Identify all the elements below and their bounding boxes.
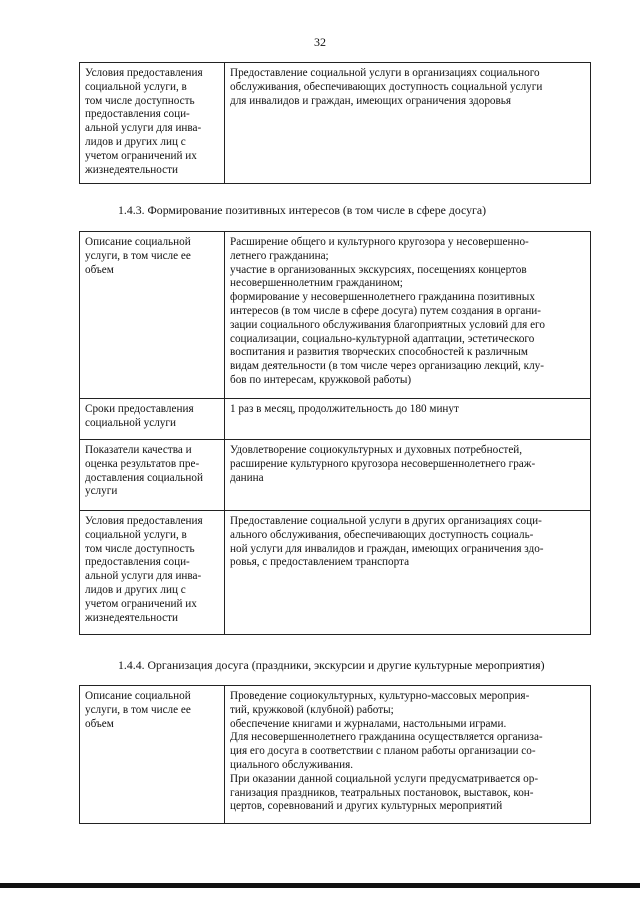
label-line: предоставления соци- [85, 556, 190, 569]
value-line: несовершеннолетним гражданином; [230, 277, 403, 290]
row-value-cell [225, 232, 591, 399]
table-service-conditions [79, 62, 591, 184]
row-label-cell [80, 511, 225, 635]
label-line: оценка результатов пре- [85, 457, 200, 470]
label-line: том числе доступность [85, 542, 195, 555]
value-line: Для несовершеннолетнего гражданина осуществляется организа- [230, 731, 543, 744]
row-label-cell [80, 440, 225, 511]
value-line: обеспечение книгами и журналами, настольными играми. [230, 717, 507, 730]
row-label-cell [80, 232, 225, 399]
table-row [80, 440, 591, 511]
value-line: ция его досуга в соответствии с планом работы организации со- [230, 745, 536, 758]
label-line: социальной услуги, в [85, 80, 187, 93]
table-row [80, 511, 591, 635]
value-line: ганизация праздников, театральных постановок, выставок, кон- [230, 786, 534, 799]
value-line: данина [230, 471, 264, 484]
value-line: Расширение общего и культурного кругозора у несовершенно- [230, 236, 529, 248]
label-line: учетом ограничений их [85, 149, 197, 162]
value-line: зации социального обслуживания благоприятных условий для его [230, 318, 545, 331]
value-line: обслуживания, обеспечивающих доступность социальной услуги [230, 80, 543, 93]
table-row [80, 686, 591, 824]
row-value-cell [225, 511, 591, 635]
value-line: цертов, соревнований и других культурных мероприятий [230, 800, 503, 813]
section-heading-1-4-4: 1.4.4. Организация досуга (праздники, экскурсии и другие культурные мероприятия) [118, 658, 545, 672]
value-line: расширение культурного кругозора несовершеннолетнего граж- [230, 457, 536, 470]
label-line: услуги, в том числе ее [85, 249, 191, 262]
label-line: объем [85, 717, 114, 730]
table-leisure-organization [79, 685, 591, 824]
label-line: услуги, в том числе ее [85, 703, 191, 716]
label-line: Показатели качества и [85, 444, 192, 456]
value-line: для инвалидов и граждан, имеющих ограничения здоровья [230, 94, 512, 107]
table-row [80, 232, 591, 399]
label-line: Условия предоставления [85, 67, 203, 79]
label-line: учетом ограничений их [85, 597, 197, 610]
label-line: объем [85, 263, 114, 276]
row-value-cell [225, 63, 591, 184]
value-line: воспитания и развития творческих способностей к различным [230, 346, 528, 359]
value-line: видам деятельности (в том числе через организацию лекций, клу- [230, 360, 544, 373]
label-line: социальной услуги [85, 416, 176, 429]
value-line: социализации, социально-культурной адаптации, эстетического [230, 332, 535, 345]
label-line: альной услуги для инва- [85, 570, 202, 583]
label-line: жизнедеятельности [85, 611, 178, 624]
label-line: предоставления соци- [85, 108, 190, 121]
table-positive-interests [79, 231, 591, 635]
value-line: бов по интересам, кружковой работы) [230, 373, 412, 386]
value-line: Проведение социокультурных, культурно-массовых мероприя- [230, 690, 530, 702]
table-row [80, 399, 591, 440]
label-line: Сроки предоставления [85, 403, 194, 415]
row-value-cell [225, 440, 591, 511]
value-line: Удовлетворение социокультурных и духовных потребностей, [230, 444, 523, 456]
label-line: Условия предоставления [85, 515, 203, 527]
label-line: том числе доступность [85, 94, 195, 107]
label-line: жизнедеятельности [85, 163, 178, 176]
row-value-cell [225, 399, 591, 440]
row-label-cell [80, 63, 225, 184]
table-row [80, 63, 591, 184]
label-line: Описание социальной [85, 236, 191, 248]
value-line: Предоставление социальной услуги в организациях социального [230, 67, 540, 79]
value-line: интересов (в том числе в сфере досуга) путем создания в органи- [230, 304, 542, 317]
label-line: лидов и других лиц с [85, 135, 186, 148]
value-line: участие в организованных экскурсиях, посещениях концертов [230, 263, 527, 276]
row-label-cell [80, 399, 225, 440]
value-line: летнего гражданина; [230, 249, 329, 262]
value-line: ной услуги для инвалидов и граждан, имеющих ограничения здо- [230, 542, 544, 555]
value-line: циального обслуживания. [230, 758, 354, 771]
row-label-cell [80, 686, 225, 824]
label-line: Описание социальной [85, 690, 191, 702]
value-line: ального обслуживания, обеспечивающих доступность социаль- [230, 528, 534, 541]
value-line: формирование у несовершеннолетнего гражданина позитивных [230, 291, 535, 304]
value-line: 1 раз в месяц, продолжительность до 180 минут [230, 403, 459, 415]
value-line: тий, кружковой (клубной) работы; [230, 703, 394, 716]
label-line: социальной услуги, в [85, 528, 187, 541]
page-bottom-rule [0, 883, 640, 888]
value-line: Предоставление социальной услуги в других организациях соци- [230, 515, 542, 527]
section-heading-1-4-3: 1.4.3. Формирование позитивных интересов (в том числе в сфере досуга) [118, 203, 487, 217]
label-line: доставления социальной [85, 471, 203, 484]
label-line: альной услуги для инва- [85, 122, 202, 135]
label-line: лидов и других лиц с [85, 583, 186, 596]
page-number: 32 [314, 35, 326, 49]
value-line: ровья, с предоставлением транспорта [230, 556, 410, 569]
value-line: При оказании данной социальной услуги предусматривается ор- [230, 772, 539, 785]
row-value-cell [225, 686, 591, 824]
label-line: услуги [85, 485, 118, 498]
